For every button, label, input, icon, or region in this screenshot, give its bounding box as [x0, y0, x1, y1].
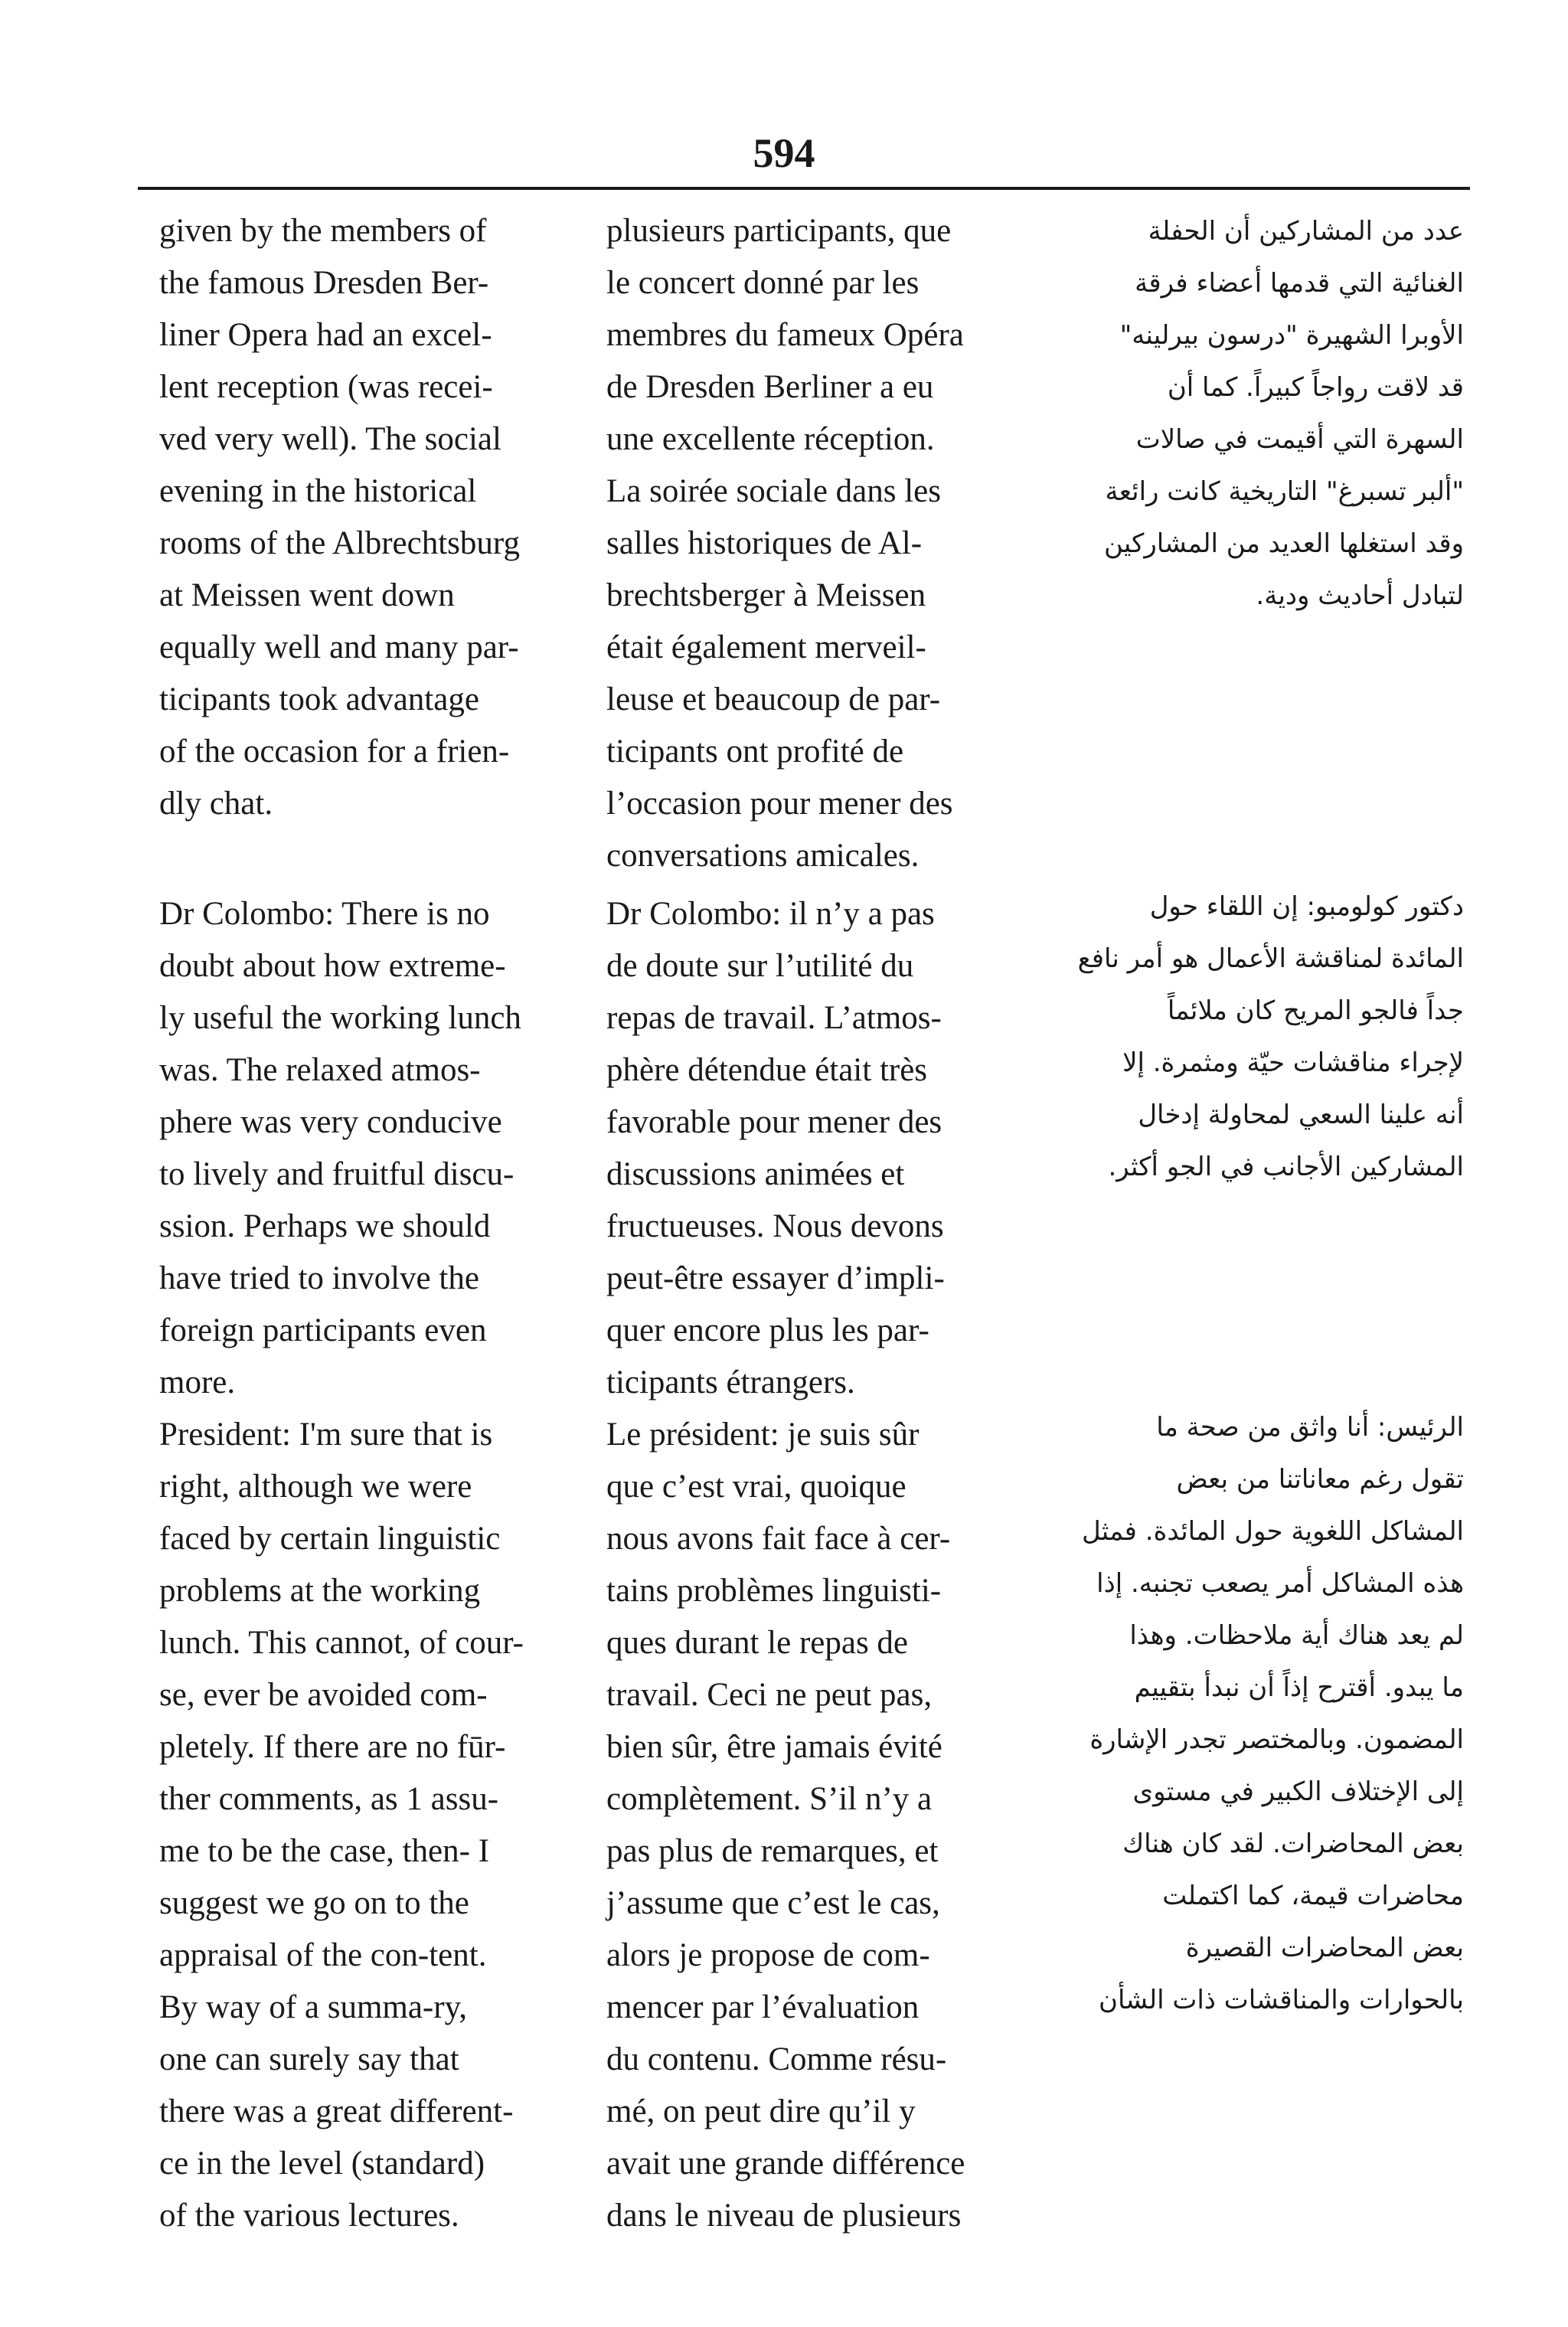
french-paragraph-1: plusieurs participants, que le concert donné par les membres du fameux Opéra de Dresden Berliner a eu une excellente réception. La soirée sociale dans les salles historiques de Al- brechtsberger à Meissen était également merveil- leuse et beaucoup de par- ticipants ont profité de l’occasion pour mener des conversations amicales. — [606, 213, 964, 874]
french-column-part-3 — [606, 1409, 1020, 2242]
english-column-part-2 — [159, 888, 588, 1409]
french-paragraph-3: Le président: je suis sûr que c’est vrai, quoique nous avons fait face à cer- tains problèmes linguisti- ques durant le repas de travail. Ceci ne peut pas, bien sûr, être jamais évité complètement. S’il n’y a pas plus de remarques, et j’assume que c’est le cas, alors je propose de com- mencer par l’évaluation du contenu. Comme résu- mé, on peut dire qu’il y avait une grande différence dans le niveau de plusieurs — [606, 1417, 965, 2234]
french-paragraph-2: Dr Colombo: il n’y a pas de doute sur l’utilité du repas de travail. L’atmos- phère détendue était très favorable pour mener des discussions animées et fructueuses. Nous devons peut-être essayer d’impli- quer encore plus les par- ticipants étrangers. — [606, 896, 945, 1400]
english-paragraph-2: Dr Colombo: There is no doubt about how extreme- ly useful the working lunch was. The relaxed atmos- phere was very conducive to lively and fruitful discu- ssion. Perhaps we should have tried to involve the foreign participants even more. — [159, 896, 521, 1400]
page-number: 594 — [753, 130, 815, 176]
french-column — [606, 205, 1020, 882]
english-paragraph-3: President: I'm sure that is right, although we were faced by certain linguistic problems at the working lunch. This cannot, of cour- se, ever be avoided com- pletely. If there are no fūr- ther comments, as 1 assu- me to be the case, then- I suggest we go on to the appraisal of the con-tent. By way of a summa-ry, one can surely say that there was a great different- ce in the level (standard) of the various lectures. — [159, 1417, 524, 2234]
english-column — [159, 205, 588, 830]
arabic-paragraph-3: الرئيس: أنا واثق من صحة ما تقول رغم معاناتنا من بعض المشاكل اللغوية حول المائدة. فمثل هذه المشاكل أمر يصعب تجنبه. إذا لم يعد هناك أية ملاحظات. وهذا ما يبدو. أقترح إذاً أن نبدأ بتقييم المضمون. وبالمختصر تجدر الإشارة إلى الإختلاف الكبير في مستوى بعض المحاضرات. لقد كان هناك محاضرات قيمة، كما اكتملت بعض المحاضرات القصيرة بالحوارات والمناقشات ذات الشأن — [1082, 1412, 1464, 2015]
arabic-column — [1050, 205, 1464, 622]
french-column-part-2 — [606, 888, 1020, 1409]
header-rule — [138, 187, 1470, 190]
english-column-part-3 — [159, 1409, 588, 2242]
arabic-column-part-2 — [1050, 881, 1464, 1193]
arabic-paragraph-2: دكتور كولومبو: إن اللقاء حول المائدة لمناقشة الأعمال هو أمر نافع جداً فالجو المريح كان ملائماً لإجراء مناقشات حيّة ومثمرة. إلا أنه علينا السعي لمحاولة إدخال المشاركين الأجانب في الجو أكثر. — [1077, 891, 1464, 1182]
arabic-paragraph-1: عدد من المشاركين أن الحفلة الغنائية التي قدمها أعضاء فرقة الأوبرا الشهيرة "درسون بيرلينه" قد لاقت رواجاً كبيراً. كما أن السهرة التي أقيمت في صالات "ألبر تسبرغ" التاريخية كانت رائعة وقد استغلها العديد من المشاركين لتبادل أحاديث ودية. — [1104, 216, 1464, 611]
english-paragraph-1: given by the members of the famous Dresden Ber- liner Opera had an excel- lent reception (was recei- ved very well). The social evening in the historical rooms of the Albrechtsburg at Meissen went down equally well and many par- ticipants took advantage of the occasion for a frien- dly chat. — [159, 213, 520, 822]
arabic-column-part-3 — [1050, 1401, 1464, 2026]
